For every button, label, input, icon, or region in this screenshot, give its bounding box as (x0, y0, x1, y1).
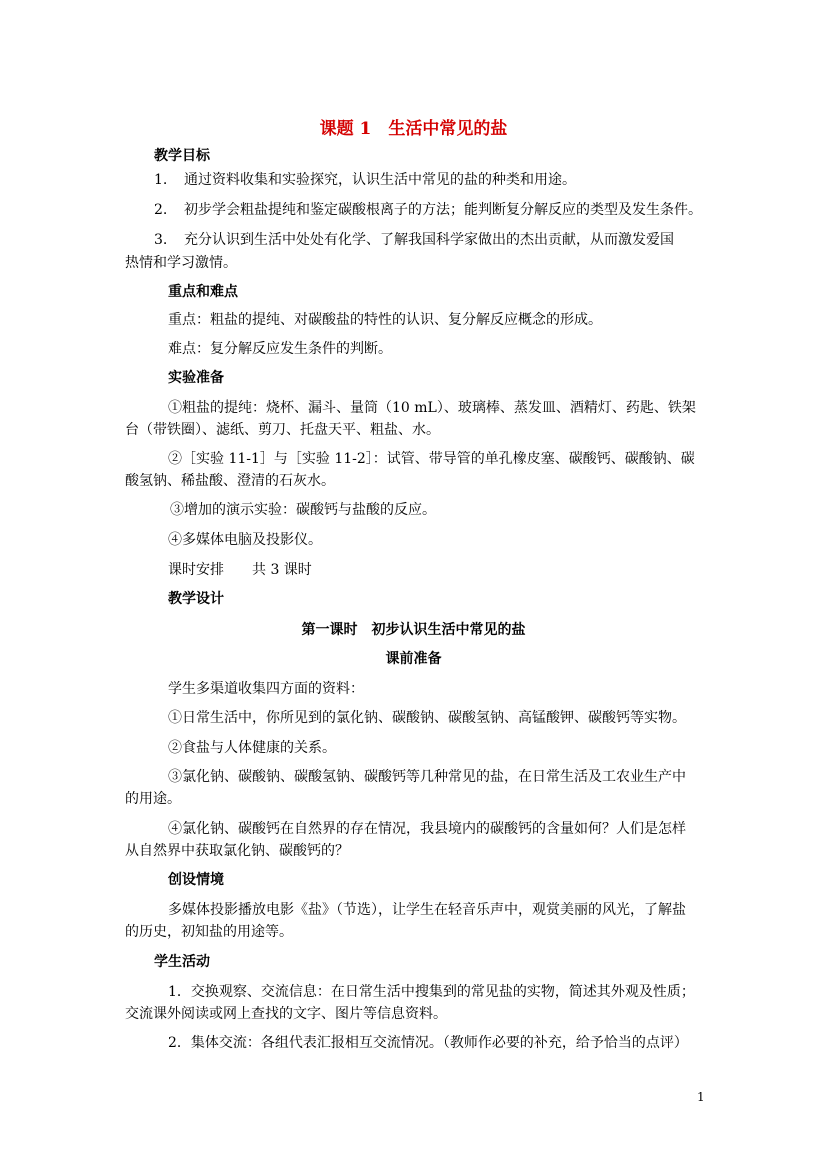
goal-3-text: 充分认识到生活中处处有化学、了解我国科学家做出的杰出贡献，从而激发爱国 (184, 232, 674, 248)
materials-intro: 学生多渠道收集四方面的资料： (168, 681, 364, 697)
heading-keypoints: 重点和难点 (168, 284, 238, 300)
heading-activity: 学生活动 (154, 954, 210, 970)
material-item-1: ①日常生活中，你所见到的氯化钠、碳酸钠、碳酸氢钠、高锰酸钾、碳酸钙等实物。 (168, 710, 686, 726)
goal-2-text: 初步学会粗盐提纯和鉴定碳酸根离子的方法；能判断复分解反应的类型及发生条件。 (184, 202, 702, 218)
prep-item-3: ③增加的演示实验：碳酸钙与盐酸的反应。 (170, 502, 436, 518)
prep-item-1-line-1: ①粗盐的提纯：烧杯、漏斗、量筒（10 mL）、玻璃棒、蒸发皿、酒精灯、药匙、铁架 (168, 400, 696, 416)
heading-scene: 创设情境 (168, 872, 224, 888)
activity-1-line-1: 1．交换观察、交流信息：在日常生活中搜集到的常见盐的实物，简述其外观及性质； (168, 984, 695, 1000)
scene-line-2: 的历史，初知盐的用途等。 (125, 924, 293, 940)
prep-item-4: ④多媒体电脑及投影仪。 (168, 532, 322, 548)
prep-item-1-line-2: 台（带铁圈）、滤纸、剪刀、托盘天平、粗盐、水。 (125, 422, 440, 438)
activity-1-line-2: 交流课外阅读或网上查找的文字、图片等信息资料。 (125, 1006, 447, 1022)
schedule-text: 课时安排 共 3 课时 (168, 562, 312, 578)
goal-1-number: 1. (154, 172, 168, 188)
scene-line-1: 多媒体投影播放电影《盐》（节选），让学生在轻音乐声中，观赏美丽的风光，了解盐 (168, 902, 686, 918)
goal-3-number: 3. (154, 232, 168, 248)
material-item-4-line-2: 从自然界中获取氯化钠、碳酸钙的？ (125, 843, 349, 859)
material-item-3-line-1: ③氯化钠、碳酸钠、碳酸氢钠、碳酸钙等几种常见的盐，在日常生活及工农业生产中 (168, 769, 686, 785)
page-number: 1 (697, 1090, 705, 1104)
goal-2-number: 2. (154, 202, 168, 218)
prep-item-2-line-2: 酸氢钠、稀盐酸、澄清的石灰水。 (125, 473, 335, 489)
heading-goals: 教学目标 (154, 148, 210, 164)
goal-1-text: 通过资料收集和实验探究，认识生活中常见的盐的种类和用途。 (184, 172, 576, 188)
heading-design: 教学设计 (168, 591, 224, 607)
activity-2: 2．集体交流：各组代表汇报相互交流情况。（教师作必要的补充，给予恰当的点评） (168, 1035, 688, 1051)
heading-prep: 实验准备 (168, 370, 224, 386)
keypoint-text: 重点：粗盐的提纯、对碳酸盐的特性的认识、复分解反应概念的形成。 (168, 312, 602, 328)
material-item-4-line-1: ④氯化钠、碳酸钙在自然界的存在情况，我县境内的碳酸钙的含量如何？人们是怎样 (168, 821, 686, 837)
prep-item-2-line-1: ②［实验 11-1］与［实验 11-2］：试管、带导管的单孔橡皮塞、碳酸钙、碳酸钠、碳 (168, 451, 695, 467)
difficulty-text: 难点：复分解反应发生条件的判断。 (168, 341, 392, 357)
lesson-1-subtitle: 课前准备 (385, 651, 442, 667)
material-item-2: ②食盐与人体健康的关系。 (168, 740, 336, 756)
material-item-3-line-2: 的用途。 (125, 791, 181, 807)
document-title: 课题 1 生活中常见的盐 (319, 119, 508, 139)
lesson-1-title: 第一课时 初步认识生活中常见的盐 (301, 622, 526, 638)
goal-3-continuation: 热情和学习激情。 (125, 255, 237, 271)
